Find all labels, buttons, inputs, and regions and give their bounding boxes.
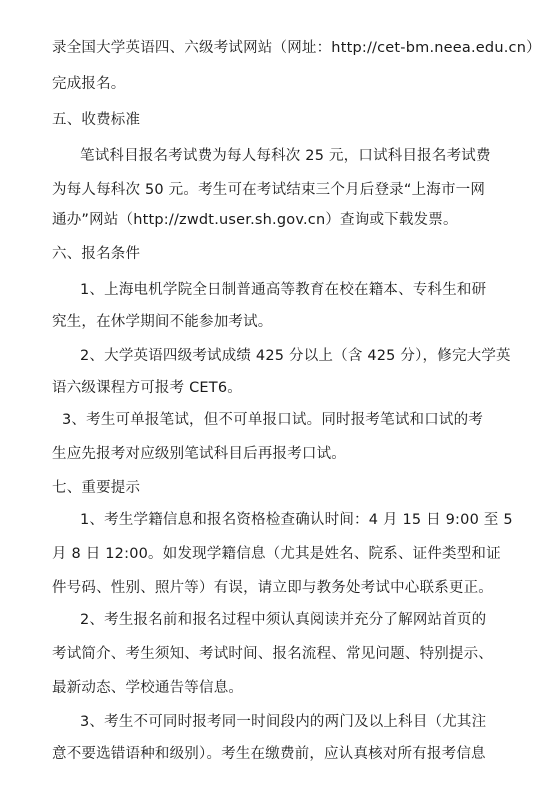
text-line: 录全国大学英语四、六级考试网站（网址：http://cet-bm.neea.edu.cn）: [52, 40, 541, 56]
text-line: 通办”网站（http://zwdt.user.sh.gov.cn）查询或下载发票。: [52, 212, 458, 228]
text-line: 1、考生学籍信息和报名资格检查确认时间：4 月 15 日 9:00 至 5: [80, 512, 513, 528]
text-line: 3、考生可单报笔试，但不可单报口试。同时报考笔试和口试的考: [62, 412, 484, 428]
text-line: 笔试科目报名考试费为每人每科次 25 元，口试科目报名考试费: [80, 148, 491, 164]
text-line: 意不要选错语种和级别）。考生在缴费前，应认真核对所有报考信息: [52, 746, 486, 762]
text-line: 月 8 日 12:00。如发现学籍信息（尤其是姓名、院系、证件类型和证: [52, 546, 501, 562]
text-line: 2、考生报名前和报名过程中须认真阅读并充分了解网站首页的: [80, 612, 487, 628]
text-line: 究生，在休学期间不能参加考试。: [52, 314, 273, 330]
text-line: 最新动态、学校通告等信息。: [52, 680, 244, 696]
text-line: 为每人每科次 50 元。考生可在考试结束三个月后登录“上海市一网: [52, 182, 486, 198]
section-heading: 五、收费标准: [52, 112, 141, 128]
text-line: 3、考生不可同时报考同一时间段内的两门及以上科目（尤其注: [80, 714, 487, 730]
text-line: 2、大学英语四级考试成绩 425 分以上（含 425 分），修完大学英: [80, 348, 511, 364]
text-line: 生应先报考对应级别笔试科目后再报考口试。: [52, 446, 346, 462]
section-heading: 六、报名条件: [52, 246, 141, 262]
text-line: 考试简介、考生须知、考试时间、报名流程、常见问题、特别提示、: [52, 646, 493, 662]
section-heading: 七、重要提示: [52, 480, 141, 496]
text-line: 语六级课程方可报考 CET6。: [52, 380, 242, 396]
text-line: 完成报名。: [52, 76, 126, 92]
text-line: 件号码、性别、照片等）有误，请立即与教务处考试中心联系更正。: [52, 580, 493, 596]
text-line: 1、上海电机学院全日制普通高等教育在校在籍本、专科生和研: [80, 282, 487, 298]
